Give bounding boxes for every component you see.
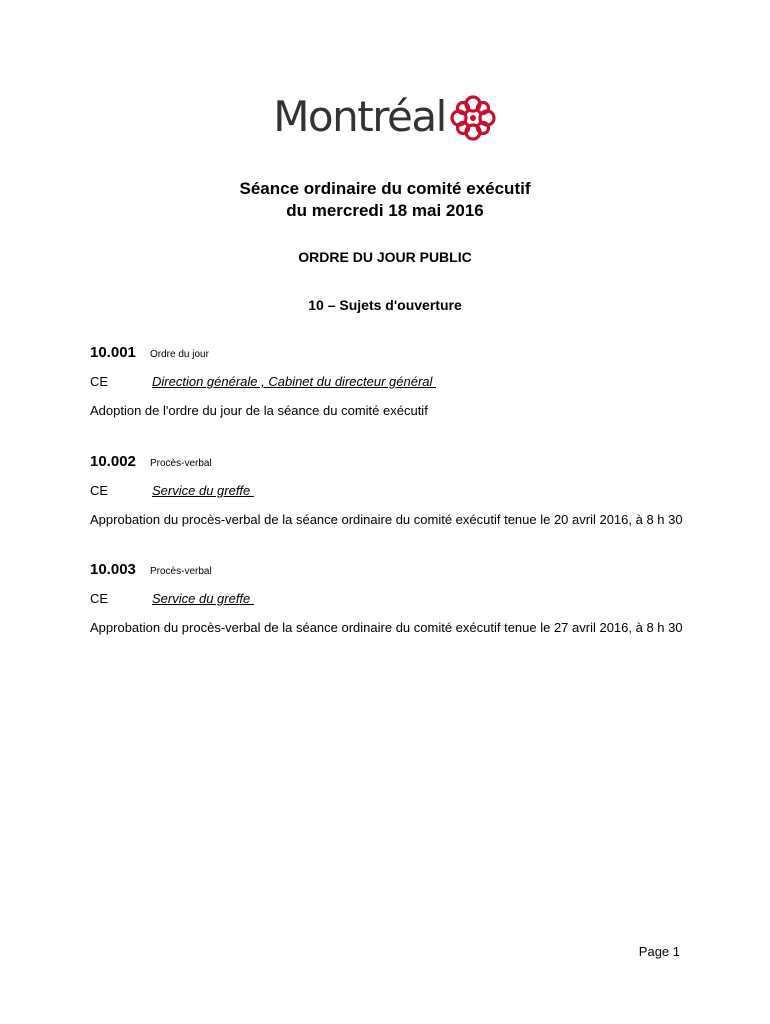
item-description: Approbation du procès-verbal de la séance ordinaire du comité exécutif tenue le 20 avril 2016, à 8 h 30 (90, 512, 683, 527)
meeting-title-line1: Séance ordinaire du comité exécutif (239, 179, 531, 198)
agenda-item (90, 344, 710, 418)
meeting-title (0, 178, 770, 222)
logo-wordmark: Montréal (273, 92, 446, 141)
department-link[interactable]: Direction générale , Cabinet du directeur général (152, 374, 437, 389)
meeting-title-line2: du mercredi 18 mai 2016 (286, 201, 484, 220)
department-link[interactable]: Service du greffe (152, 591, 254, 606)
ce-label: CE (90, 591, 109, 606)
ce-label: CE (90, 483, 109, 498)
agenda-subtitle: ORDRE DU JOUR PUBLIC (298, 249, 472, 265)
agenda-item (90, 453, 710, 527)
item-number: 10.003 (90, 561, 136, 578)
item-type: Ordre du jour (150, 349, 209, 360)
ce-label: CE (90, 374, 109, 389)
montreal-rose-emblem-icon (449, 94, 497, 142)
department-link[interactable]: Service du greffe (152, 483, 254, 498)
item-type: Procès-verbal (150, 458, 212, 469)
section-heading: 10 – Sujets d'ouverture (308, 297, 462, 313)
item-description: Adoption de l'ordre du jour de la séance du comité exécutif (90, 403, 428, 418)
item-number: 10.002 (90, 453, 136, 470)
montreal-logo (0, 92, 770, 142)
page-number: Page 1 (638, 944, 680, 959)
agenda-item (90, 561, 710, 635)
item-type: Procès-verbal (150, 566, 212, 577)
item-number: 10.001 (90, 344, 136, 361)
item-description: Approbation du procès-verbal de la séance ordinaire du comité exécutif tenue le 27 avril 2016, à 8 h 30 (90, 620, 683, 635)
